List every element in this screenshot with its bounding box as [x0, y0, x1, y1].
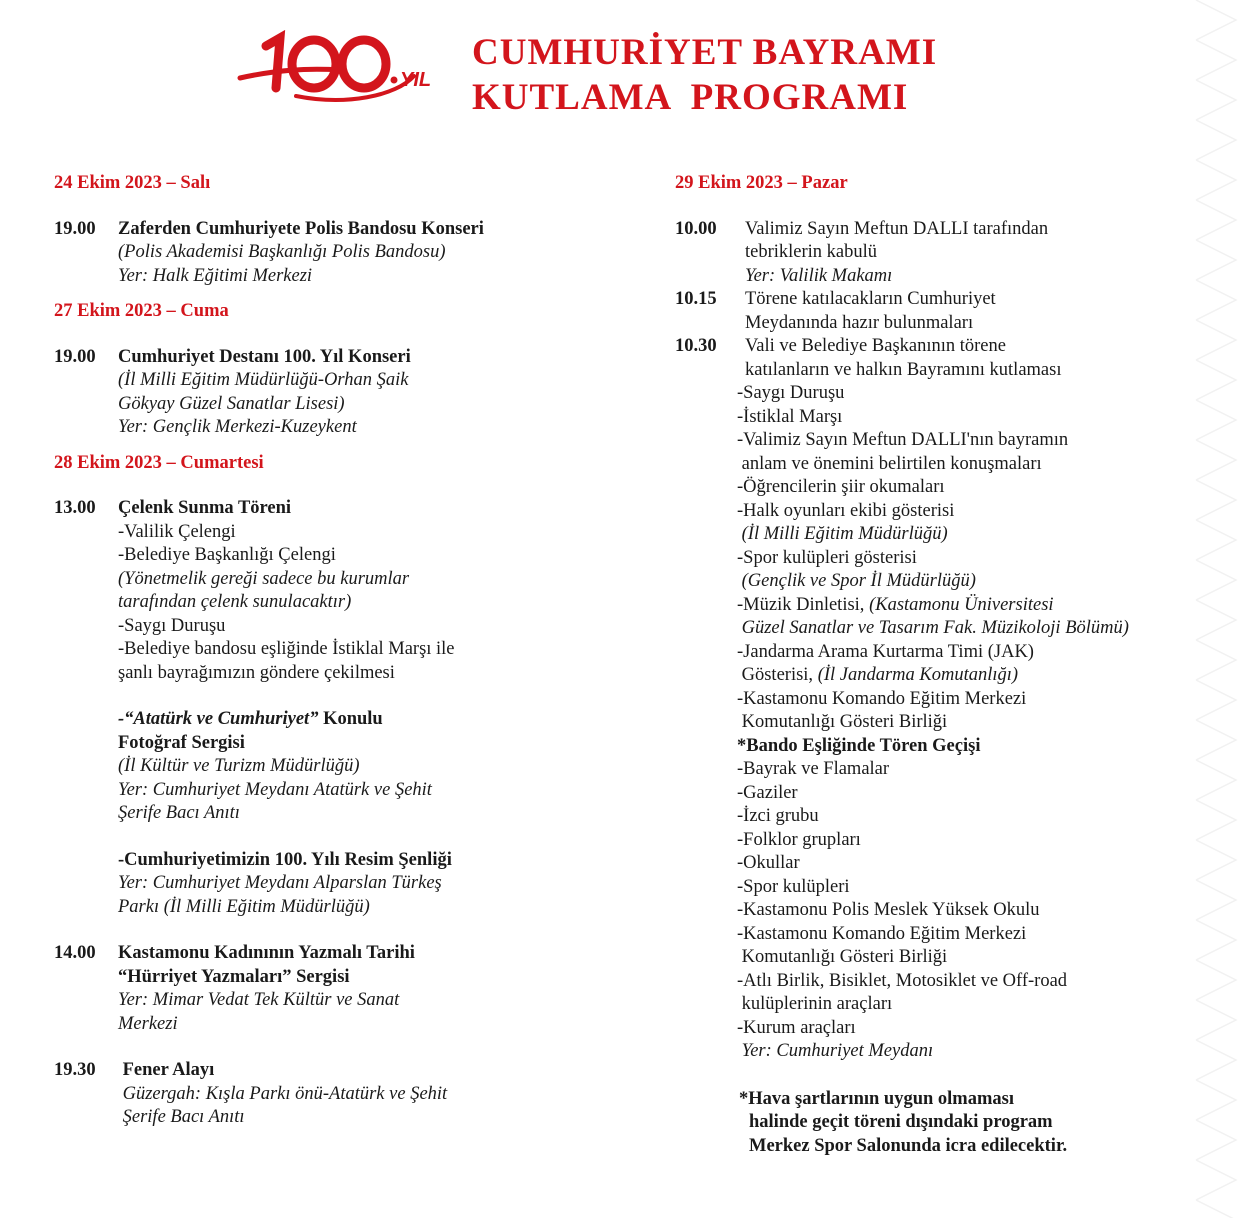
event-time: 10.15 [675, 289, 717, 309]
event-yazma-sergisi [54, 942, 524, 1036]
event-title: Cumhuriyet Destanı 100. Yıl Konseri [118, 346, 411, 367]
event-title-exhibition: -“Atatürk ve Cumhuriyet” Konulu [118, 709, 383, 729]
list-item: -Saygı Duruşu [118, 615, 226, 636]
list-item-muzik: -Müzik Dinletisi, (Kastamonu Üniversitesi [737, 594, 1054, 615]
svg-text:YIL: YIL [400, 69, 432, 91]
list-item: -İstiklal Marşı [737, 406, 843, 427]
event-organizer: (İl Milli Eğitim Müdürlüğü-Orhan Şaik [118, 370, 409, 390]
event-title: Vali ve Belediye Başkanının törene [745, 336, 1006, 356]
event-destan-konseri [54, 346, 524, 440]
event-note: (Yönetmelik gereği sadece bu kurumlar [118, 568, 410, 589]
event-title: Fener Alayı [118, 1060, 215, 1080]
list-item-organizer: (İl Milli Eğitim Müdürlüğü) [737, 524, 948, 544]
list-item: -Gaziler [737, 782, 798, 803]
event-location: Yer: Valilik Makamı [745, 265, 893, 286]
list-item: Gösterisi, (İl Jandarma Komutanlığı) [737, 665, 1019, 685]
parade-location: Yer: Cumhuriyet Meydanı [737, 1041, 934, 1061]
event-location: Yer: Mimar Vedat Tek Kültür ve Sanat [118, 990, 400, 1010]
list-item: -Valimiz Sayın Meftun DALLI'nın bayramın [737, 430, 1069, 450]
list-item-organizer: (Gençlik ve Spor İl Müdürlüğü) [737, 571, 976, 591]
weather-note: *Hava şartlarının uygun olmaması halinde geçit töreni dışındaki program Merkez Spor Salonunda icra edilecektir. [739, 1088, 1068, 1156]
list-item: -Saygı Duruşu [737, 383, 845, 403]
day-heading-28-ekim: 28 Ekim 2023 – Cumartesi [54, 452, 264, 473]
list-item: -Belediye Başkanlığı Çelengi [118, 545, 336, 565]
list-item: -Bayrak ve Flamalar [737, 759, 890, 779]
list-item: -Folklor grupları [737, 829, 861, 850]
list-item: Komutanlığı Gösteri Birliği [737, 947, 948, 967]
event-hazir-bulunma [675, 288, 1205, 335]
list-item: şanlı bayrağımızın göndere çekilmesi [118, 662, 395, 683]
event-location: Yer: Cumhuriyet Meydanı Atatürk ve Şehit [118, 779, 432, 800]
event-title: katılanların ve halkın Bayramını kutlaması [745, 359, 1062, 380]
event-celenk-toreni [54, 497, 524, 919]
list-item: -Jandarma Arama Kurtarma Timi (JAK) [737, 641, 1034, 662]
program-left-column [54, 172, 524, 1130]
event-location: Merkezi [118, 1013, 178, 1034]
list-item: -İzci grubu [737, 806, 819, 826]
list-item: -Atlı Birlik, Bisiklet, Motosiklet ve Off-road [737, 970, 1068, 991]
event-time: 19.00 [54, 218, 96, 239]
event-note: tarafından çelenk sunulacaktır) [118, 592, 352, 612]
page-title: CUMHURİYET BAYRAMI KUTLAMA PROGRAMI [472, 32, 938, 118]
page-header [236, 30, 956, 120]
list-item: -Spor kulüpleri gösterisi [737, 547, 917, 568]
event-location: Parkı (İl Milli Eğitim Müdürlüğü) [118, 896, 370, 917]
event-fener-alayi [54, 1059, 524, 1130]
event-tebrik-kabulu [675, 218, 1205, 289]
event-title: Meydanında hazır bulunmaları [745, 312, 974, 333]
100-yil-logo [236, 30, 461, 110]
list-item: -Okullar [737, 853, 800, 873]
event-time: 10.00 [675, 218, 717, 239]
parade-heading: *Bando Eşliğinde Tören Geçişi [737, 735, 981, 756]
event-route: Şerife Bacı Anıtı [118, 1107, 245, 1127]
event-title-exhibition-line2: Fotoğraf Sergisi [118, 732, 245, 753]
event-time: 10.30 [675, 336, 717, 356]
event-location: Şerife Bacı Anıtı [118, 803, 240, 823]
list-item: -Kastamonu Polis Meslek Yüksek Okulu [737, 900, 1040, 920]
list-item: -Halk oyunları ekibi gösterisi [737, 500, 955, 521]
event-bayram-kutlamasi [675, 335, 1205, 382]
event-organizer: Gökyay Güzel Sanatlar Lisesi) [118, 393, 345, 414]
event-organizer: (Polis Akademisi Başkanlığı Polis Bandosu) [118, 242, 446, 262]
event-polis-bandosu [54, 218, 524, 289]
list-item: Komutanlığı Gösteri Birliği [737, 712, 948, 732]
event-title: “Hürriyet Yazmaları” Sergisi [118, 966, 350, 987]
event-organizer: (İl Kültür ve Turizm Müdürlüğü) [118, 756, 360, 776]
event-title: Törene katılacakların Cumhuriyet [745, 289, 996, 309]
event-time: 19.00 [54, 346, 96, 367]
list-item: -Kurum araçları [737, 1017, 856, 1038]
event-title: Çelenk Sunma Töreni [118, 498, 292, 518]
event-title: Kastamonu Kadınının Yazmalı Tarihi [118, 943, 415, 963]
program-right-column [675, 172, 1205, 1158]
event-location: Yer: Cumhuriyet Meydanı Alparslan Türkeş [118, 873, 442, 893]
list-item: anlam ve önemini belirtilen konuşmaları [737, 453, 1042, 474]
event-location: Yer: Halk Eğitimi Merkezi [118, 265, 313, 286]
day-heading-29-ekim: 29 Ekim 2023 – Pazar [675, 173, 848, 193]
list-item: -Valilik Çelengi [118, 521, 236, 542]
event-route: Güzergah: Kışla Parkı önü-Atatürk ve Şehit [118, 1083, 448, 1104]
event-title-resim-senligi: -Cumhuriyetimizin 100. Yılı Resim Şenliği [118, 849, 452, 870]
event-time: 19.30 [54, 1060, 96, 1080]
event-time: 14.00 [54, 943, 96, 963]
list-item: -Belediye bandosu eşliğinde İstiklal Marşı ile [118, 639, 455, 659]
ceremony-items [675, 382, 1205, 1064]
event-time: 13.00 [54, 498, 96, 518]
list-item: kulüplerinin araçları [737, 994, 893, 1014]
event-title: tebriklerin kabulü [745, 242, 878, 262]
event-location: Yer: Gençlik Merkezi-Kuzeykent [118, 417, 357, 437]
day-heading-24-ekim: 24 Ekim 2023 – Salı [54, 173, 211, 193]
list-item-organizer: Güzel Sanatlar ve Tasarım Fak. Müzikoloji Bölümü) [737, 618, 1129, 638]
list-item: -Spor kulüpleri [737, 876, 850, 897]
day-heading-27-ekim: 27 Ekim 2023 – Cuma [54, 301, 229, 321]
list-item: -Kastamonu Komando Eğitim Merkezi [737, 923, 1027, 944]
event-title: Zaferden Cumhuriyete Polis Bandosu Konseri [118, 218, 484, 239]
list-item: -Öğrencilerin şiir okumaları [737, 477, 945, 497]
list-item: -Kastamonu Komando Eğitim Merkezi [737, 688, 1027, 709]
event-title: Valimiz Sayın Meftun DALLI tarafından [745, 218, 1049, 239]
